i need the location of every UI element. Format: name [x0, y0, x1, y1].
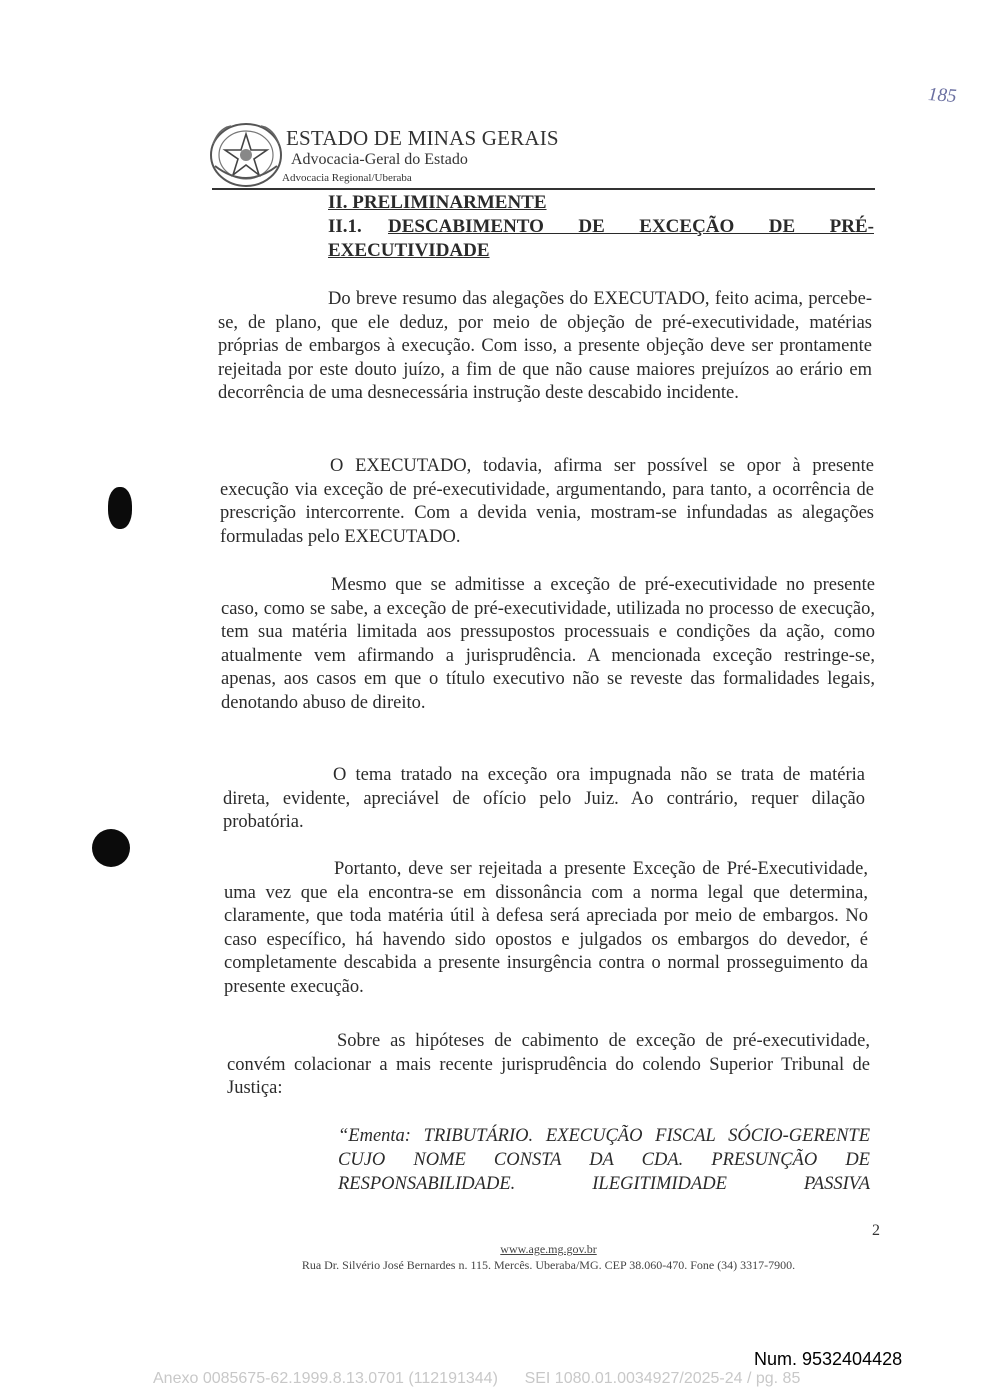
handwritten-page-mark: 185 [927, 84, 958, 107]
header-state-name: ESTADO DE MINAS GERAIS [286, 126, 559, 150]
subsection-number: II.1. [328, 216, 362, 237]
body-paragraph: O EXECUTADO, todavia, afirma ser possível se opor à presente execução via exceção de pré-executividade, argumentando, para tanto, a ocorrência de prescrição intercorrente. Com a devida venia, mostram-se infundadas as alegações formuladas pelo EXECUTADO. [220, 456, 874, 547]
state-coat-of-arms-icon [209, 122, 283, 188]
punch-hole-mark [108, 487, 132, 529]
document-number-stamp: Num. 9532404428 [754, 1349, 903, 1369]
footer-website-link[interactable]: www.age.mg.gov.br [500, 1242, 597, 1256]
subsection-title-line1: DESCABIMENTO DE EXCEÇÃO DE PRÉ- [388, 216, 874, 237]
page-number: 2 [872, 1222, 880, 1239]
header-regional-office: Advocacia Regional/Uberaba [282, 172, 412, 184]
footer-address: Rua Dr. Silvério José Bernardes n. 115. Mercês. Uberaba/MG. CEP 38.060-470. Fone (34) 3317-7900. [301, 1258, 796, 1272]
body-paragraph: Mesmo que se admitisse a exceção de pré-executividade no presente caso, como se sabe, a exceção de pré-executividade, utilizada no processo de execução, tem sua matéria limitada aos pressupostos processuais e condições da ação, como atualmente vem afirmando a jurisprudência. A mencionada exceção restringe-se, apenas, aos casos em que o título executivo não se reveste das formalidades legais, denotando abuso de direito. [221, 575, 875, 713]
body-paragraph: Do breve resumo das alegações do EXECUTADO, feito acima, percebe-se, de plano, que ele deduz, por meio de objeção de pré-executividade, matérias próprias de embargos à execução. Com isso, a presente objeção deve ser prontamente rejeitada por este douto juízo, a fim de que não cause maiores prejuízos ao erário em decorrência de uma desnecessária instrução deste descabido incidente. [218, 289, 872, 404]
document-reference-stamp: Anexo 0085675-62.1999.8.13.0701 (112191344) SEI 1080.01.0034927/2025-24 / pg. 85 [153, 1370, 801, 1387]
section-title: II. PRELIMINARMENTE [328, 192, 547, 213]
subsection-title-line2: EXECUTIVIDADE [328, 240, 490, 261]
body-paragraph: Sobre as hipóteses de cabimento de exceção de pré-executividade, convém colacionar a mais recente jurisprudência do colendo Superior Tribunal de Justiça: [227, 1031, 870, 1099]
body-paragraph: O tema tratado na exceção ora impugnada não se trata de matéria direta, evidente, apreciável de ofício pelo Juiz. Ao contrário, requer dilação probatória. [223, 765, 865, 833]
body-paragraph: Portanto, deve ser rejeitada a presente Exceção de Pré-Executividade, uma vez que ela encontra-se em dissonância com a norma legal que determina, claramente, que toda matéria útil à defesa será apreciada por meio de embargos. No caso específico, há havendo sido opostos e julgados os embargos do devedor, é completamente descabida a presente insurgência contra o normal prosseguimento da presente execução. [224, 859, 868, 997]
header-agency-name: Advocacia-Geral do Estado [291, 151, 468, 168]
jurisprudence-quote: “Ementa: TRIBUTÁRIO. EXECUÇÃO FISCAL SÓCIO-GERENTE CUJO NOME CONSTA DA CDA. PRESUNÇÃO DE RESPONSABILIDADE. ILEGITIMIDADE PASSIVA [338, 1126, 870, 1194]
header-divider [212, 188, 875, 190]
punch-hole-mark [92, 829, 130, 867]
